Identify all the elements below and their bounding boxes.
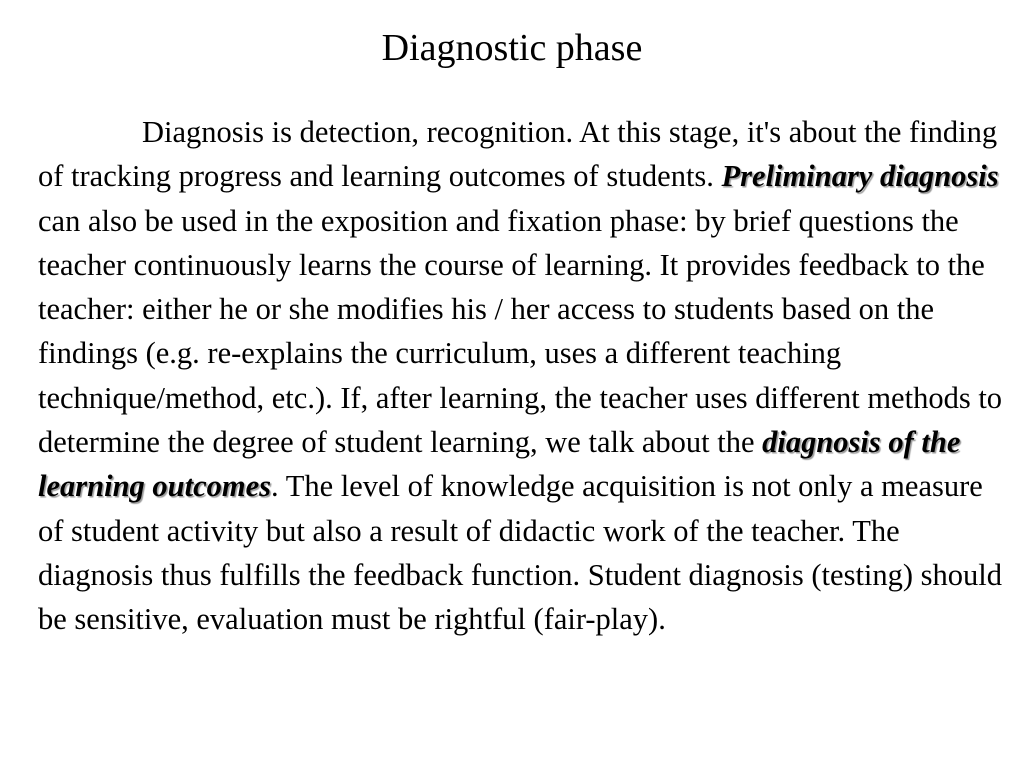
body-text-segment: can also be used in the exposition and fixation phase: by brief questions the teacher continuously learns the course of learning. It provides feedback to the teacher: either he or she modifies his / her access to students based on the findings (e.g. re-explains the curriculum, uses a different teaching technique/method, etc.). If, after learning, the teacher uses different methods to determine the degree of student learning, we talk about the [38,203,1003,460]
emphasis-preliminary-diagnosis: Preliminary diagnosis [721,159,999,194]
emphasis-diagnosis-of-learning-outcomes: diagnosis of the learning outcomes [38,425,961,504]
body-text-segment: . The level of knowledge acquisition is not only a measure of student activity but also a result of didactic work of the teacher. The diagnosis thus fulfills the feedback function. Student diagnosis (testing) should be sensitive, evaluation must be rightful (fair-play). [38,469,1003,637]
body-text-segment: Diagnosis is detection, recognition. At this stage, it's about the finding of tracking progress and learning outcomes of students. [38,115,998,194]
slide-title: Diagnostic phase [381,27,643,69]
body-paragraph [38,110,1014,642]
